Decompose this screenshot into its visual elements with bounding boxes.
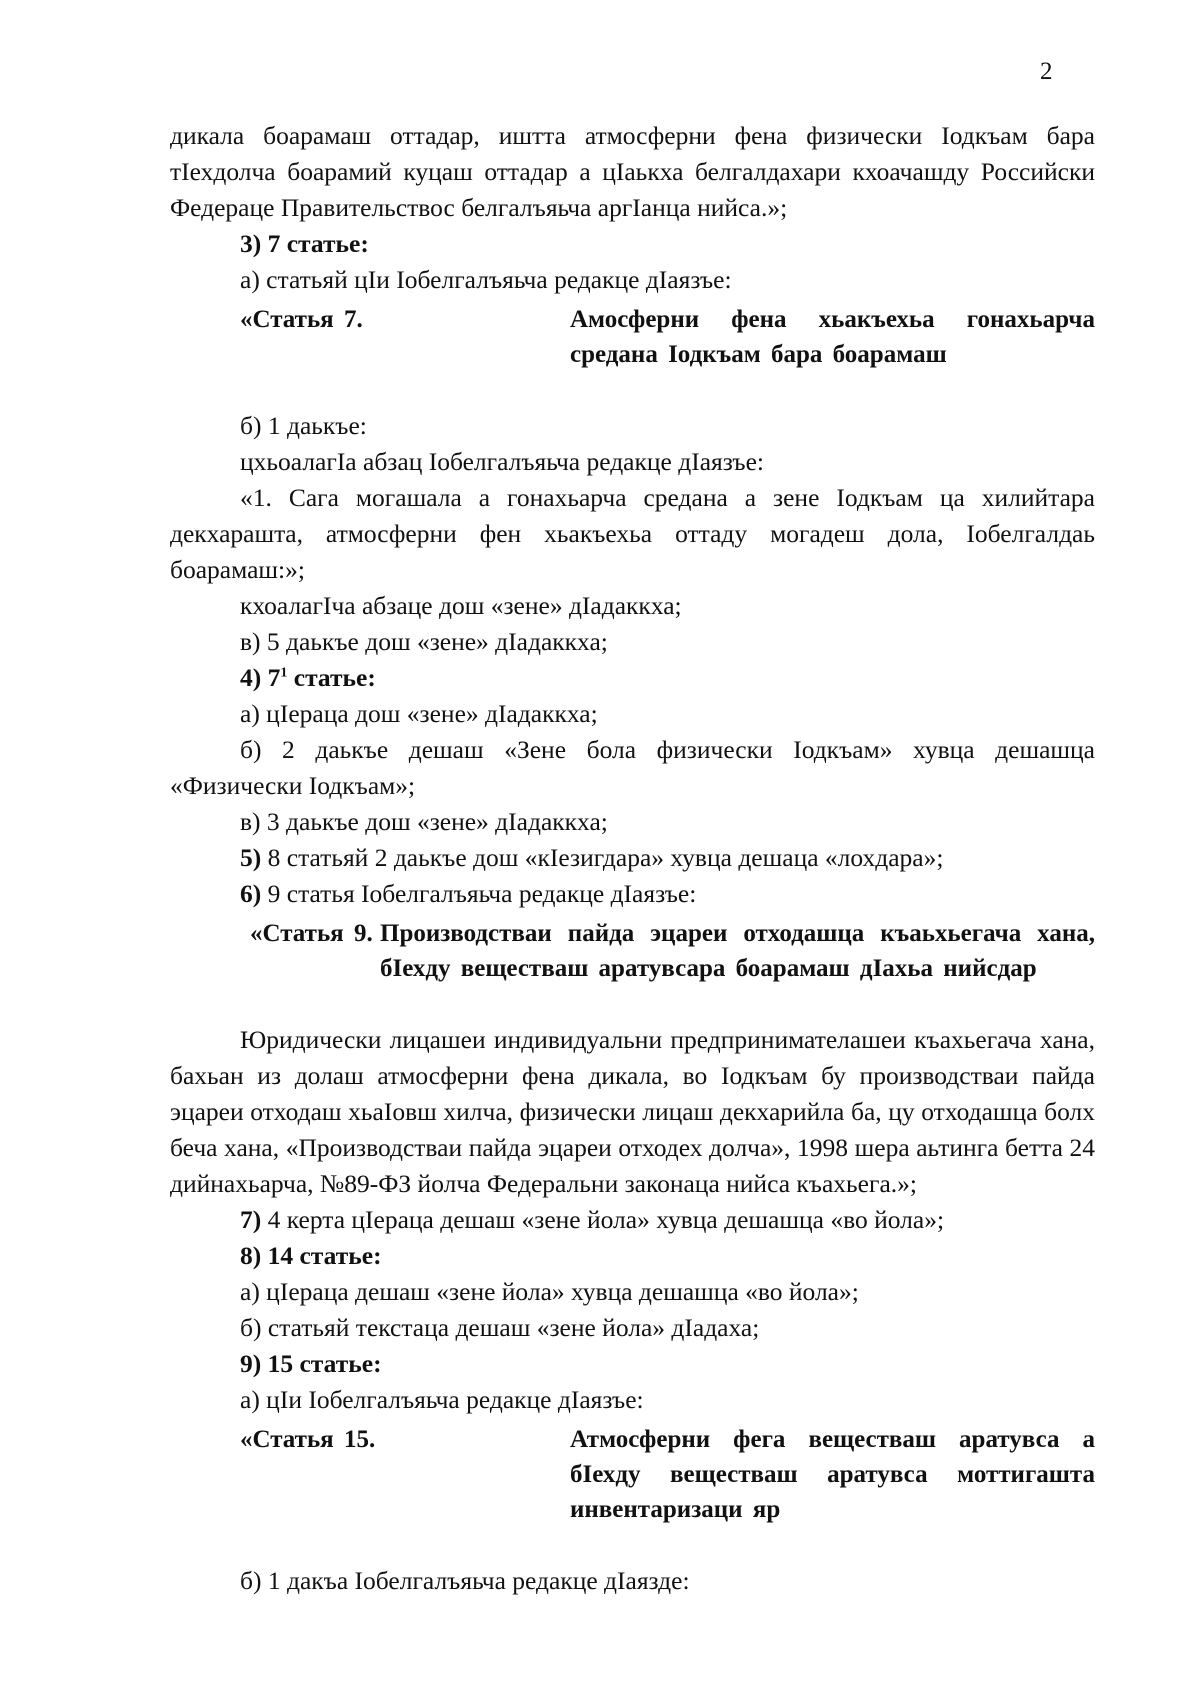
article-7-title: Амосферни фена хьакъехьа гонахьарча средана Іодкъам бара боарамаш: [570, 306, 1095, 368]
article-15-label: «Статья 15.: [240, 1426, 376, 1453]
item-5-number: 5): [240, 843, 262, 872]
item-7-number: 7): [240, 1205, 262, 1234]
item-3b-third-paragraph: кхоалагІча абзаце дош «зене» дІадаккха;: [240, 591, 682, 620]
legal-entities-paragraph: Юридически лицашеи индивидуальни предпринимателашеи къахьегача хана, бахьан из долаш атмосферни фена дикала, во Іодкъам бу производстваи пайда эцареи отходаш хьаІовш хилча, физически лицаш декхарийла ба, цу отходашца болх беча хана, «Производстваи пайда эцареи отходех долча», 1998 шера аьтинга бетта 24 дийнахьарча, №89-ФЗ йолча Федеральни законаца нийса къахьега.»;: [170, 1025, 1095, 1198]
item-7-text: 4 керта цІераца дешаш «зене йола» хувца дешашца «во йола»;: [261, 1205, 945, 1234]
item-4a: а) цІераца дош «зене» дІадаккха;: [240, 699, 598, 728]
item-5: [170, 840, 1095, 876]
item-6-number: 6): [240, 879, 262, 908]
item-4-number: 4): [240, 663, 262, 692]
item-3v: в) 5 даькъе дош «зене» дІадаккха;: [240, 627, 608, 656]
article-15-title: Атмосферни фега веществаш аратувса а бІехду веществаш аратувса моттигашта инвентаризаци яр: [570, 1426, 1095, 1523]
item-8b: б) статьяй текстаца дешаш «зене йола» дІадаха;: [240, 1313, 760, 1342]
item-4-heading: [170, 660, 1095, 696]
item-3b: б) 1 даькъе:: [240, 411, 367, 440]
paragraph-continuation: дикала боарамаш оттадар, иштта атмосферни фена физически Іодкъам бара тІехдолча боарамий куцаш оттадар а цІаькха белгалдахари кхоачашду Российски Федераце Правительствос белгалъяьча аргІанца нийса.»;: [170, 121, 1095, 222]
item-3a: а) статьяй цІи Іобелгалъяьча редакце дІаязъе:: [240, 265, 732, 294]
item-6-text: 9 статья Іобелгалъяьча редакце дІаязъе:: [261, 879, 697, 908]
item-4b: б) 2 даькъе дешаш «Зене бола физически Іодкъам» хувца дешашца «Физически Іодкъам»;: [170, 735, 1095, 800]
article-9-title: Производстваи пайда эцареи отходашца къаьхьегача хана, бІехду веществаш аратувсара боарамаш дІахьа нийсдар: [380, 920, 1095, 982]
item-4v: в) 3 даькъе дош «зене» дІадаккха;: [240, 807, 608, 836]
quoted-part-1: «1. Сага могашала а гонахьарча средана а зене Іодкъам ца хилийтара декхараштa, атмосферни фен хьакъехьа оттаду могадеш дола, Іобелгалдаь боарамаш:»;: [170, 483, 1095, 584]
item-4-heading-text: статье:: [287, 663, 376, 692]
article-9-label: «Статья 9.: [250, 920, 373, 947]
item-4-article-number: 7: [267, 663, 281, 692]
item-9-heading: 9) 15 статье:: [240, 1349, 382, 1378]
item-3b-sub: цхьоалагІа абзац Іобелгалъяьча редакце дІаязъе:: [240, 447, 764, 476]
item-3-heading: 3) 7 статье:: [240, 229, 369, 258]
article-7-title-block: [170, 302, 1095, 372]
item-5-text: 8 статьяй 2 даькъе дош «кІезигдара» хувца дешаца «лохдара»;: [261, 843, 944, 872]
document-body: [170, 118, 1095, 1599]
item-4-superscript: 1: [280, 665, 288, 681]
article-15-title-block: [170, 1422, 1095, 1527]
item-9b: б) 1 дакъа Іобелгалъяьча редакце дІаязде:: [240, 1566, 690, 1595]
item-7: [170, 1202, 1095, 1238]
article-9-title-block: [170, 916, 1095, 986]
item-8-heading: 8) 14 статье:: [240, 1241, 382, 1270]
item-9a: а) цІи Іобелгалъяьча редакце дІаязъе:: [240, 1385, 644, 1414]
page-number: 2: [1040, 58, 1053, 85]
item-8a: а) цІераца дешаш «зене йола» хувца дешашца «во йола»;: [240, 1277, 859, 1306]
item-6: [170, 876, 1095, 912]
article-7-label: «Статья 7.: [240, 306, 363, 333]
